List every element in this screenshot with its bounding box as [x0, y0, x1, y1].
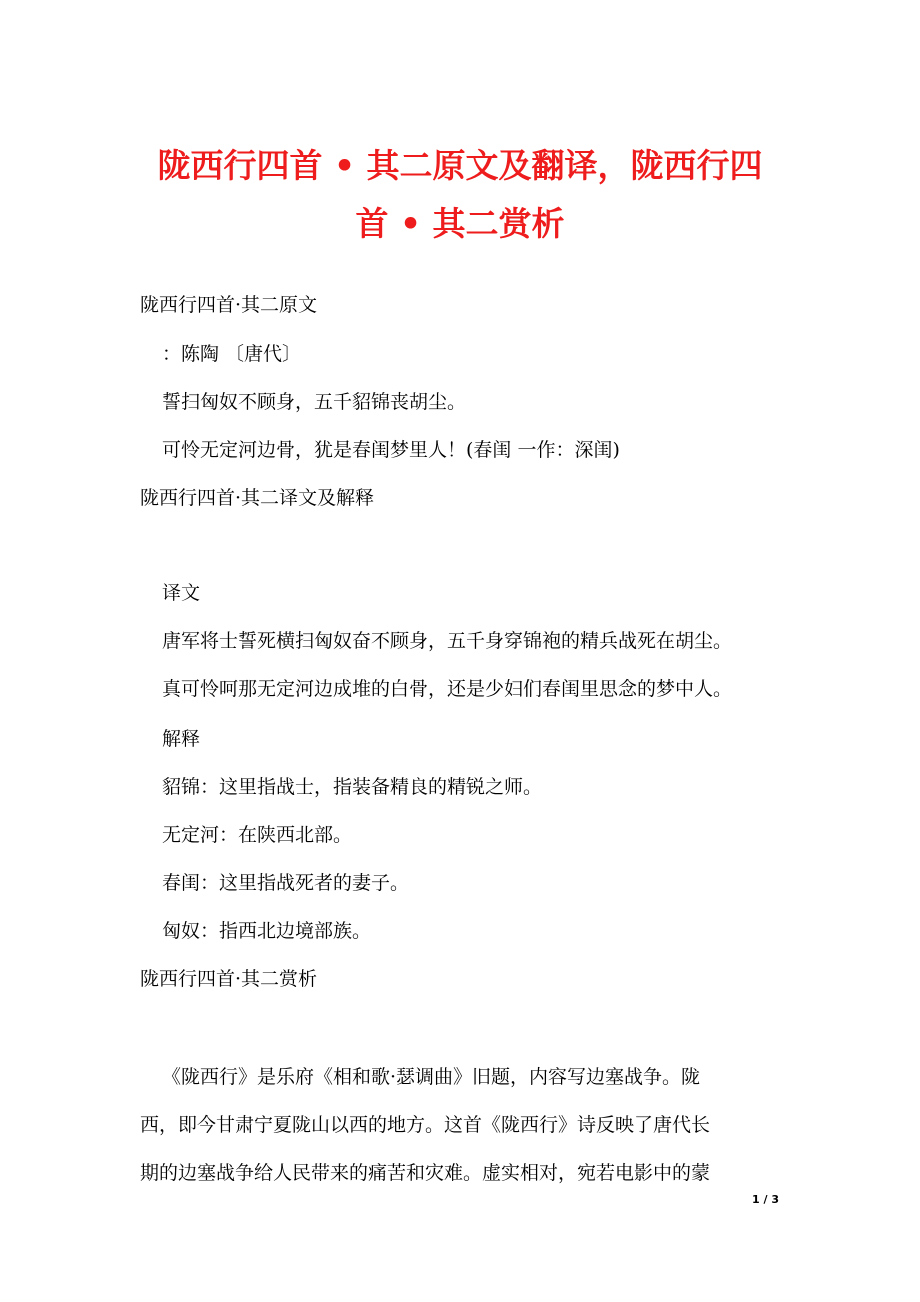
translation-subheading: 译文 [162, 582, 201, 604]
author-line: ：陈陶 〔唐代〕 [162, 343, 302, 365]
document-title-line-1: 陇西行四首 • 其二原文及翻译，陇西行四 [157, 146, 763, 185]
translation-line-1: 唐军将士誓死横扫匈奴奋不顾身，五千身穿锦袍的精兵战死在胡尘。 [162, 630, 733, 652]
section-heading-original: 陇西行四首·其二原文 [140, 294, 318, 316]
page-number: 1 / 3 [752, 1193, 779, 1206]
translation-line-2: 真可怜呵那无定河边成堆的白骨，还是少妇们春闺里思念的梦中人。 [162, 678, 733, 700]
document-title-line-2: 首 • 其二赏析 [355, 204, 565, 243]
note-item: 貂锦：这里指战士，指装备精良的精锐之师。 [162, 776, 543, 798]
note-item: 春闺：这里指战死者的妻子。 [162, 872, 410, 894]
poem-verse-1: 誓扫匈奴不顾身，五千貂锦丧胡尘。 [162, 391, 467, 413]
appreciation-paragraph-line: 《陇西行》是乐府《相和歌·瑟调曲》旧题，内容写边塞战争。陇 [162, 1066, 701, 1088]
note-item: 匈奴：指西北边境部族。 [162, 920, 372, 942]
appreciation-paragraph-line: 西，即今甘肃宁夏陇山以西的地方。这首《陇西行》诗反映了唐代长 [140, 1114, 711, 1136]
appreciation-paragraph-line: 期的边塞战争给人民带来的痛苦和灾难。虚实相对，宛若电影中的蒙 [140, 1162, 711, 1184]
notes-subheading: 解释 [162, 728, 201, 750]
section-heading-appreciation: 陇西行四首·其二赏析 [140, 968, 318, 990]
poem-verse-2: 可怜无定河边骨，犹是春闺梦里人！(春闺 一作：深闺) [162, 439, 620, 461]
note-item: 无定河：在陕西北部。 [162, 824, 353, 846]
section-heading-translation: 陇西行四首·其二译文及解释 [140, 487, 375, 509]
